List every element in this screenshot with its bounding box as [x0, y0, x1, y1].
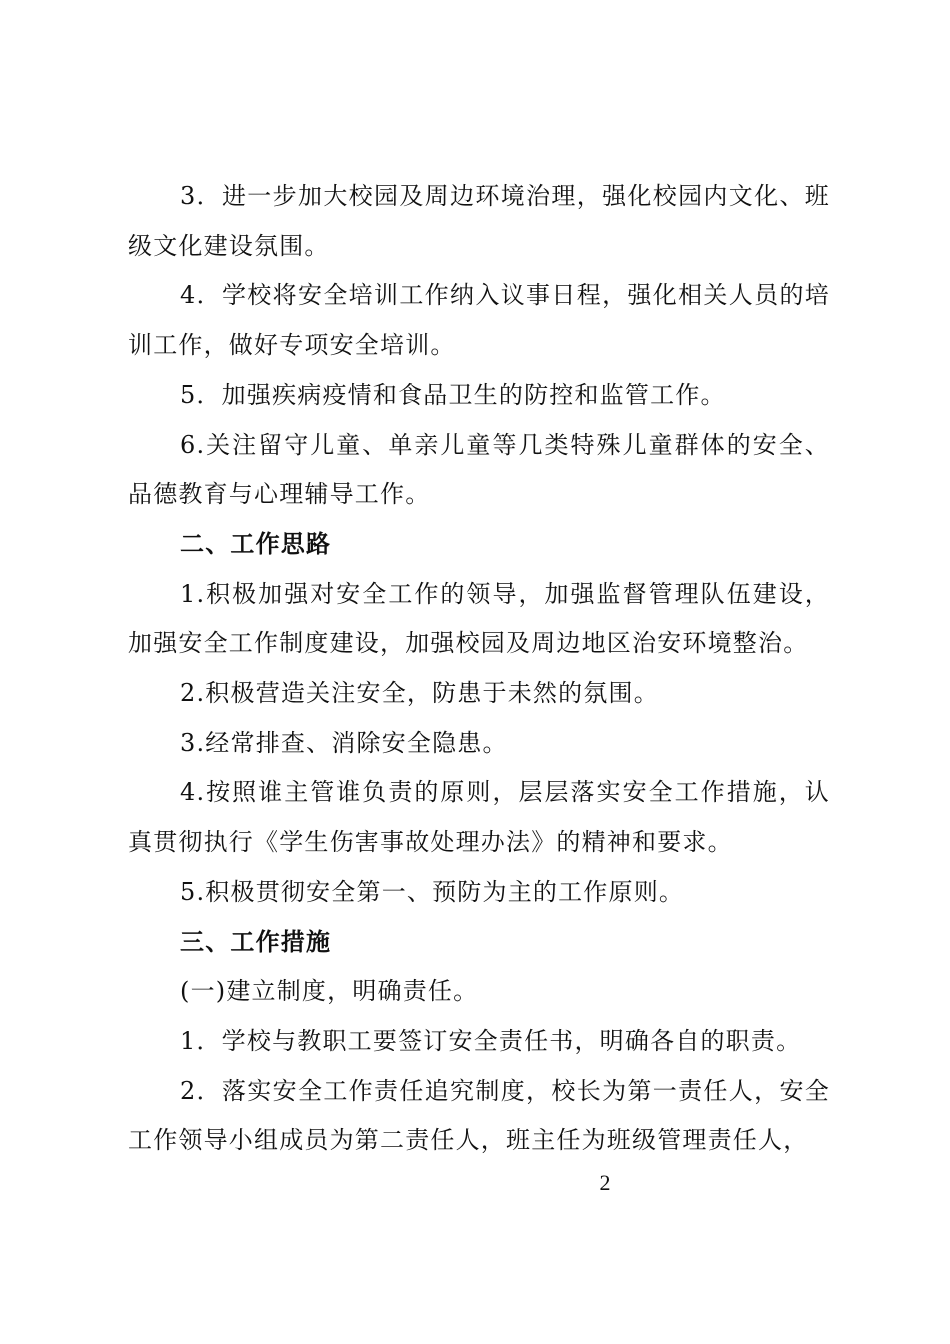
paragraph-responsibility-letter: 1．学校与教职工要签订安全责任书，明确各自的职责。 [180, 1026, 802, 1055]
page-number: 2 [599, 1170, 611, 1195]
paragraph-atmosphere: 2.积极营造关注安全，防患于未然的氛围。 [180, 679, 659, 708]
paragraph-special-children: 6.关注留守儿童、单亲儿童等几类特殊儿童群体的安全、品德教育与心理辅导工作。 [128, 430, 830, 509]
subheading-establish-system: (一)建立制度，明确责任。 [180, 977, 479, 1006]
section-heading-work-ideas: 二、工作思路 [180, 529, 332, 558]
paragraph-responsibility-principle: 4.按照谁主管谁负责的原则，层层落实安全工作措施，认真贯彻执行《学生伤害事故处理办法》的精神和要求。 [128, 778, 830, 857]
paragraph-safety-training: 4．学校将安全培训工作纳入议事日程，强化相关人员的培训工作，做好专项安全培训。 [128, 281, 830, 360]
paragraph-accountability: 2．落实安全工作责任追究制度，校长为第一责任人，安全工作领导小组成员为第二责任人，班主任为班级管理责任人， [128, 1076, 830, 1155]
paragraph-leadership: 1.积极加强对安全工作的领导，加强监督管理队伍建设，加强安全工作制度建设，加强校园及周边地区治安环境整治。 [128, 579, 830, 658]
paragraph-safety-first: 5.积极贯彻安全第一、预防为主的工作原则。 [180, 877, 685, 906]
document-body [128, 172, 830, 1166]
paragraph-hazard-check: 3.经常排查、消除安全隐患。 [180, 728, 508, 757]
paragraph-disease-food: 5．加强疾病疫情和食品卫生的防控和监管工作。 [180, 380, 726, 409]
paragraph-env-governance: 3．进一步加大校园及周边环境治理，强化校园内文化、班级文化建设氛围。 [128, 182, 830, 260]
section-heading-work-measures: 三、工作措施 [180, 927, 332, 956]
